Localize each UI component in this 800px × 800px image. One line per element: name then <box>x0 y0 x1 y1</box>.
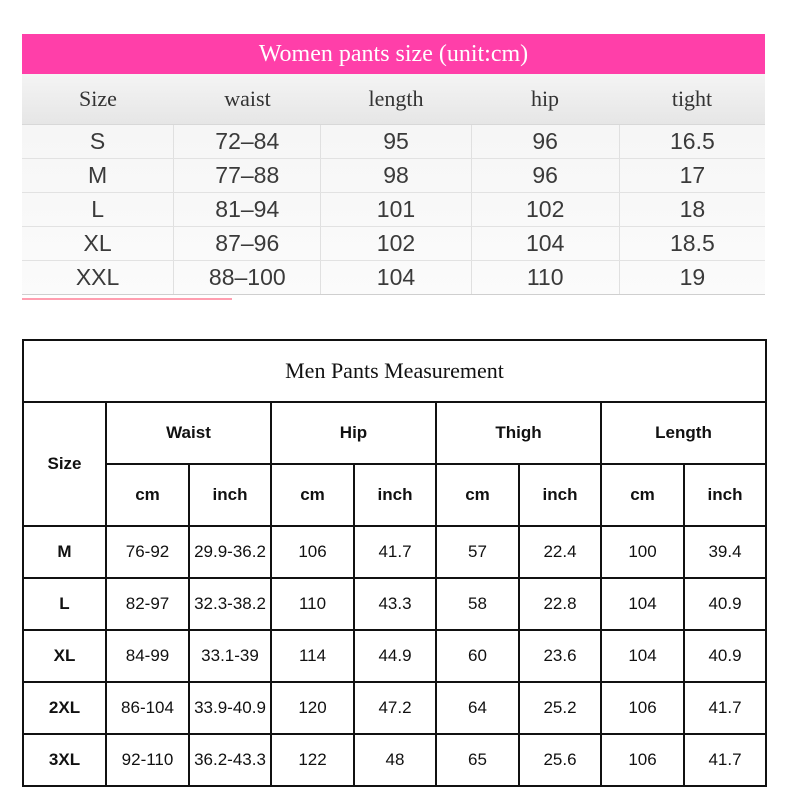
men-cell-thigh-cm: 64 <box>436 682 519 734</box>
men-header-size: Size <box>23 402 106 526</box>
men-cell-thigh-inch: 25.6 <box>519 734 601 786</box>
women-cell-hip: 102 <box>472 193 620 226</box>
women-cell-length: 102 <box>321 227 471 260</box>
men-cell-hip-cm: 122 <box>271 734 354 786</box>
table-row <box>22 261 765 294</box>
table-row <box>22 227 765 261</box>
women-header-size: Size <box>79 86 117 111</box>
men-cell-thigh-cm: 57 <box>436 526 519 578</box>
men-cell-thigh-inch: 22.8 <box>519 578 601 630</box>
women-table-header <box>22 74 765 125</box>
table-row <box>23 682 766 734</box>
men-cell-hip-cm: 110 <box>271 578 354 630</box>
women-cell-tight: 19 <box>679 264 706 290</box>
men-cell-waist-cm: 76-92 <box>106 526 189 578</box>
women-header-length: length <box>368 86 424 111</box>
men-cell-hip-inch: 48 <box>354 734 436 786</box>
men-cell-length-cm: 100 <box>601 526 684 578</box>
women-cell-hip: 104 <box>472 227 620 260</box>
men-cell-waist-inch: 32.3-38.2 <box>189 578 271 630</box>
men-cell-waist-cm: 82-97 <box>106 578 189 630</box>
women-header-waist: waist <box>224 86 271 111</box>
women-cell-size: XXL <box>22 261 174 294</box>
men-cell-thigh-cm: 58 <box>436 578 519 630</box>
men-header-thigh: Thigh <box>436 402 601 464</box>
men-unit-header: inch <box>189 464 271 526</box>
women-size-table <box>22 34 765 295</box>
women-cell-hip: 110 <box>472 261 620 294</box>
women-table-title: Women pants size (unit:cm) <box>22 34 765 74</box>
decorative-divider <box>22 298 232 300</box>
women-cell-waist: 87–96 <box>174 227 321 260</box>
men-cell-size: M <box>23 526 106 578</box>
men-cell-size: 3XL <box>23 734 106 786</box>
men-cell-thigh-cm: 65 <box>436 734 519 786</box>
women-cell-waist: 77–88 <box>174 159 321 192</box>
table-row <box>22 159 765 193</box>
men-cell-length-inch: 41.7 <box>684 734 766 786</box>
men-cell-length-inch: 40.9 <box>684 630 766 682</box>
men-cell-length-cm: 104 <box>601 630 684 682</box>
men-cell-waist-inch: 33.1-39 <box>189 630 271 682</box>
men-cell-waist-cm: 86-104 <box>106 682 189 734</box>
men-header-length: Length <box>601 402 766 464</box>
men-cell-length-cm: 106 <box>601 682 684 734</box>
men-unit-header: inch <box>684 464 766 526</box>
men-cell-hip-inch: 44.9 <box>354 630 436 682</box>
men-cell-waist-inch: 33.9-40.9 <box>189 682 271 734</box>
table-row <box>23 630 766 682</box>
women-cell-hip: 96 <box>472 125 620 158</box>
women-cell-tight: 18.5 <box>670 230 715 256</box>
men-cell-hip-cm: 120 <box>271 682 354 734</box>
men-cell-hip-cm: 106 <box>271 526 354 578</box>
women-cell-tight: 16.5 <box>670 128 715 154</box>
men-unit-header: cm <box>436 464 519 526</box>
table-row <box>22 193 765 227</box>
women-cell-hip: 96 <box>472 159 620 192</box>
men-cell-size: XL <box>23 630 106 682</box>
men-cell-waist-inch: 29.9-36.2 <box>189 526 271 578</box>
women-header-tight: tight <box>671 86 713 111</box>
women-header-hip: hip <box>530 86 560 111</box>
women-cell-length: 95 <box>321 125 471 158</box>
men-cell-thigh-inch: 22.4 <box>519 526 601 578</box>
men-cell-length-cm: 104 <box>601 578 684 630</box>
table-row <box>23 526 766 578</box>
men-measurement-table <box>22 339 767 787</box>
women-cell-waist: 72–84 <box>174 125 321 158</box>
women-cell-tight: 17 <box>679 162 706 188</box>
women-cell-size: XL <box>22 227 174 260</box>
men-unit-header: inch <box>519 464 601 526</box>
men-cell-size: 2XL <box>23 682 106 734</box>
men-cell-length-inch: 41.7 <box>684 682 766 734</box>
table-row <box>23 734 766 786</box>
men-cell-waist-cm: 84-99 <box>106 630 189 682</box>
men-cell-thigh-cm: 60 <box>436 630 519 682</box>
women-cell-size: L <box>22 193 174 226</box>
men-unit-header: cm <box>601 464 684 526</box>
women-cell-size: S <box>22 125 174 158</box>
men-unit-header: inch <box>354 464 436 526</box>
men-cell-waist-inch: 36.2-43.3 <box>189 734 271 786</box>
women-cell-waist: 81–94 <box>174 193 321 226</box>
men-cell-thigh-inch: 25.2 <box>519 682 601 734</box>
men-cell-length-cm: 106 <box>601 734 684 786</box>
men-cell-length-inch: 39.4 <box>684 526 766 578</box>
table-row <box>23 578 766 630</box>
men-cell-waist-cm: 92-110 <box>106 734 189 786</box>
men-cell-length-inch: 40.9 <box>684 578 766 630</box>
women-cell-length: 101 <box>321 193 471 226</box>
men-cell-thigh-inch: 23.6 <box>519 630 601 682</box>
men-cell-hip-inch: 47.2 <box>354 682 436 734</box>
women-cell-length: 104 <box>321 261 471 294</box>
women-cell-waist: 88–100 <box>174 261 321 294</box>
women-cell-tight: 18 <box>679 196 706 222</box>
men-cell-hip-cm: 114 <box>271 630 354 682</box>
table-row <box>22 125 765 159</box>
men-unit-header: cm <box>106 464 189 526</box>
men-header-hip: Hip <box>271 402 436 464</box>
men-header-waist: Waist <box>106 402 271 464</box>
men-cell-hip-inch: 41.7 <box>354 526 436 578</box>
women-cell-length: 98 <box>321 159 471 192</box>
men-cell-hip-inch: 43.3 <box>354 578 436 630</box>
women-table-body <box>22 125 765 295</box>
men-cell-size: L <box>23 578 106 630</box>
men-table-title: Men Pants Measurement <box>23 340 766 402</box>
women-cell-size: M <box>22 159 174 192</box>
men-unit-header: cm <box>271 464 354 526</box>
